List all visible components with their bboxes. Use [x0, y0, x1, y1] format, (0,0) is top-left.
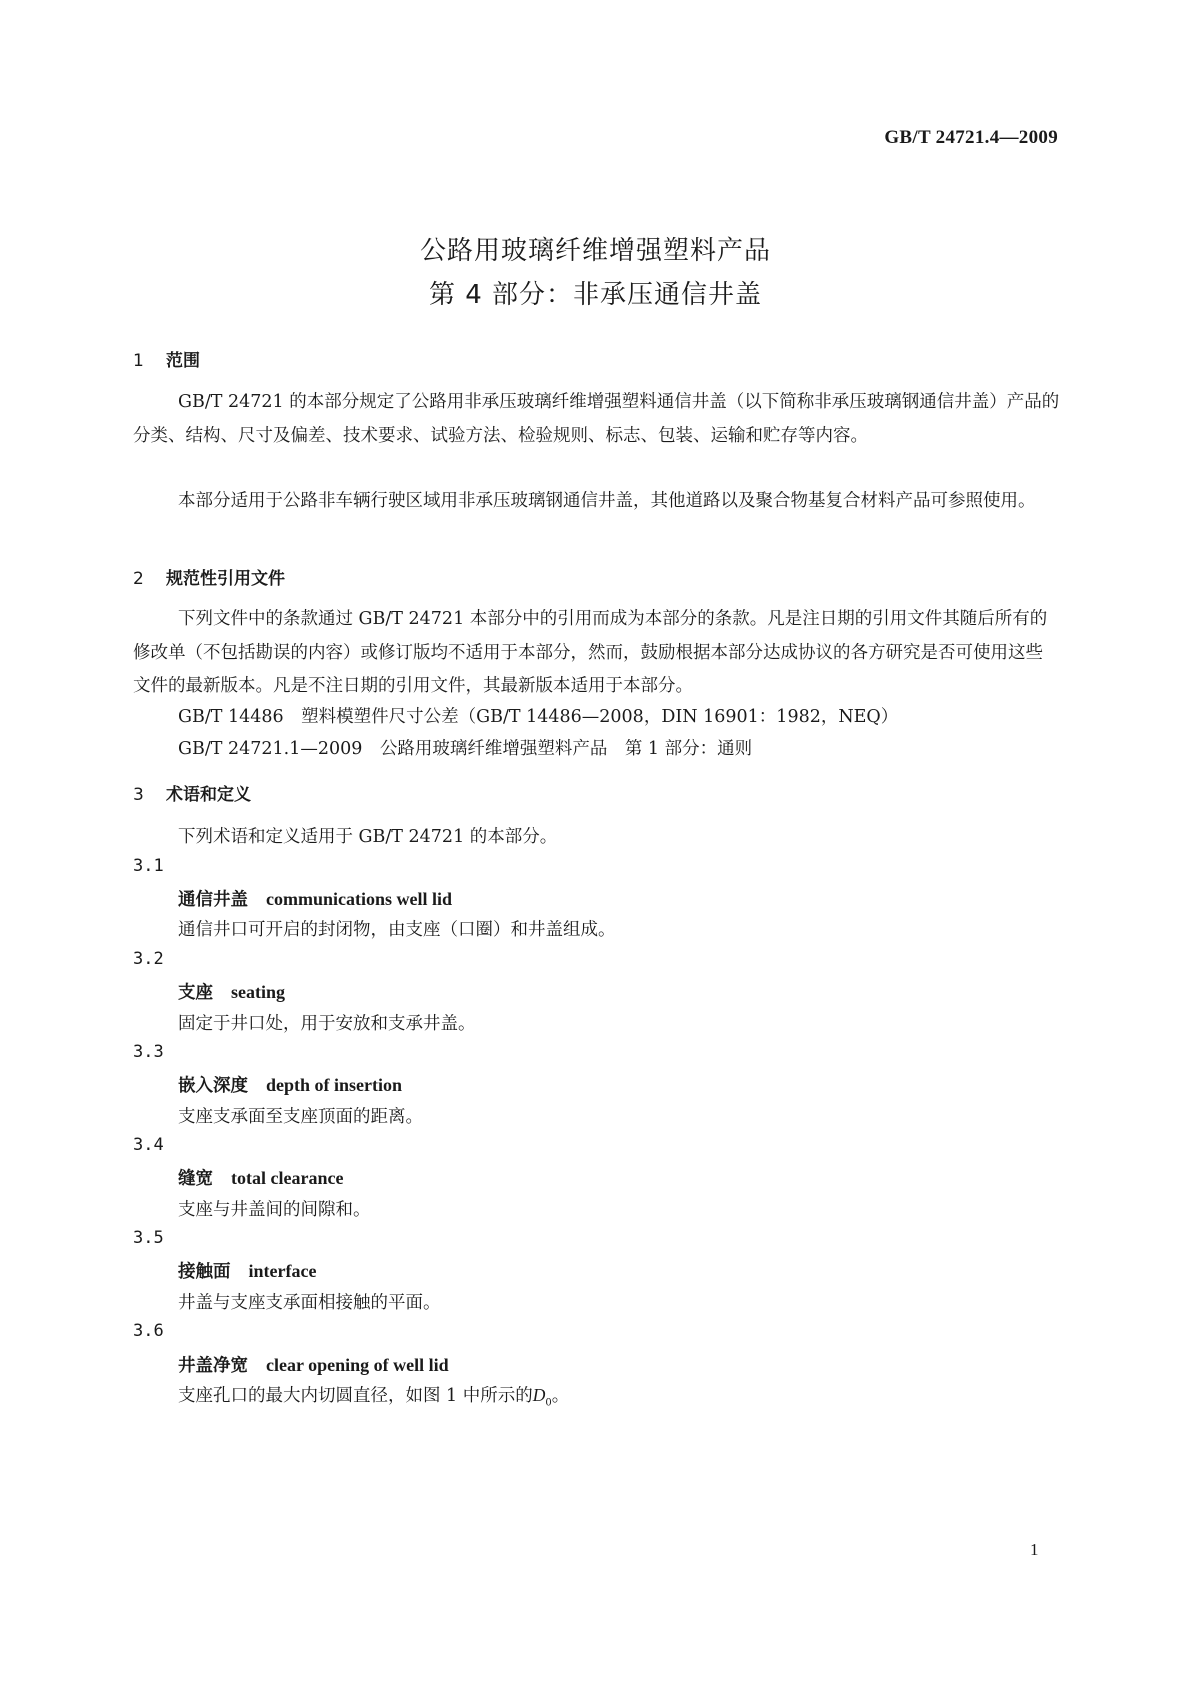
normative-reference-1: GB/T 14486 塑料模塑件尺寸公差（GB/T 14486—2008，DIN 16901：1982，NEQ）	[178, 707, 899, 727]
document-title-line2: 第 4 部分：非承压通信井盖	[428, 280, 763, 310]
section-3-intro: 下列术语和定义适用于 GB/T 24721 的本部分。	[178, 827, 558, 847]
term-number: 3.3	[133, 1042, 164, 1062]
section-1-heading	[133, 346, 200, 371]
term-definition	[178, 1382, 569, 1409]
term-number: 3.5	[133, 1228, 164, 1248]
section-number: 3	[133, 785, 144, 805]
term-definition: 固定于井口处，用于安放和支承井盖。	[178, 1014, 476, 1034]
term-english: communications well lid	[266, 889, 453, 909]
term-chinese: 支座	[178, 983, 213, 1003]
term-definition: 支座支承面至支座顶面的距离。	[178, 1107, 423, 1127]
term-chinese: 接触面	[178, 1262, 231, 1282]
section-2-paragraph: 下列文件中的条款通过 GB/T 24721 本部分中的引用而成为本部分的条款。凡是注日期的引用文件其随后所有的修改单（不包括勘误的内容）或修订版均不适用于本部分，然而，鼓励根据本部分达成协议的各方研究是否可使用这些文件的最新版本。凡是不注日期的引用文件，其最新版本适用于本部分。	[133, 609, 1048, 696]
term-definition: 井盖与支座支承面相接触的平面。	[178, 1293, 441, 1313]
section-number: 1	[133, 351, 144, 371]
section-title: 术语和定义	[166, 785, 251, 805]
section-title: 规范性引用文件	[166, 569, 285, 589]
term-english: depth of insertion	[266, 1075, 403, 1095]
term-chinese: 缝宽	[178, 1169, 213, 1189]
definition-end: 。	[551, 1386, 570, 1406]
document-title-line1: 公路用玻璃纤维增强塑料产品	[419, 236, 771, 266]
term-english: interface	[248, 1261, 317, 1281]
term-heading	[178, 1165, 343, 1190]
page-number: 1	[1030, 1540, 1039, 1559]
term-english: seating	[231, 982, 285, 1002]
term-heading	[178, 1072, 402, 1097]
standard-code: GB/T 24721.4—2009	[884, 127, 1058, 148]
symbol-subscript: 0	[545, 1397, 552, 1409]
term-english: total clearance	[231, 1168, 344, 1188]
term-heading	[178, 886, 452, 911]
term-number: 3.6	[133, 1321, 164, 1341]
term-number: 3.4	[133, 1135, 164, 1155]
section-2-heading	[133, 564, 285, 589]
term-heading	[178, 979, 285, 1004]
term-definition: 支座与井盖间的间隙和。	[178, 1200, 371, 1220]
section-1-paragraph-1: GB/T 24721 的本部分规定了公路用非承压玻璃纤维增强塑料通信井盖（以下简称非承压玻璃钢通信井盖）产品的分类、结构、尺寸及偏差、技术要求、试验方法、检验规则、标志、包装、运输和贮存等内容。	[133, 392, 1060, 446]
symbol-d: D	[532, 1385, 546, 1405]
term-number: 3.1	[133, 856, 164, 876]
term-number: 3.2	[133, 949, 164, 969]
term-chinese: 通信井盖	[178, 890, 248, 910]
section-number: 2	[133, 569, 144, 589]
definition-text: 支座孔口的最大内切圆直径，如图 1 中所示的	[178, 1386, 533, 1406]
term-definition: 通信井口可开启的封闭物，由支座（口圈）和井盖组成。	[178, 920, 616, 940]
term-chinese: 嵌入深度	[178, 1076, 248, 1096]
section-3-heading	[133, 780, 251, 805]
term-heading	[178, 1352, 449, 1377]
term-chinese: 井盖净宽	[178, 1356, 248, 1376]
term-heading	[178, 1258, 316, 1283]
normative-reference-2: GB/T 24721.1—2009 公路用玻璃纤维增强塑料产品 第 1 部分：通则	[178, 739, 753, 759]
section-title: 范围	[166, 351, 200, 371]
section-1-paragraph-2: 本部分适用于公路非车辆行驶区域用非承压玻璃钢通信井盖，其他道路以及聚合物基复合材料产品可参照使用。	[178, 491, 1036, 511]
term-english: clear opening of well lid	[266, 1355, 449, 1375]
